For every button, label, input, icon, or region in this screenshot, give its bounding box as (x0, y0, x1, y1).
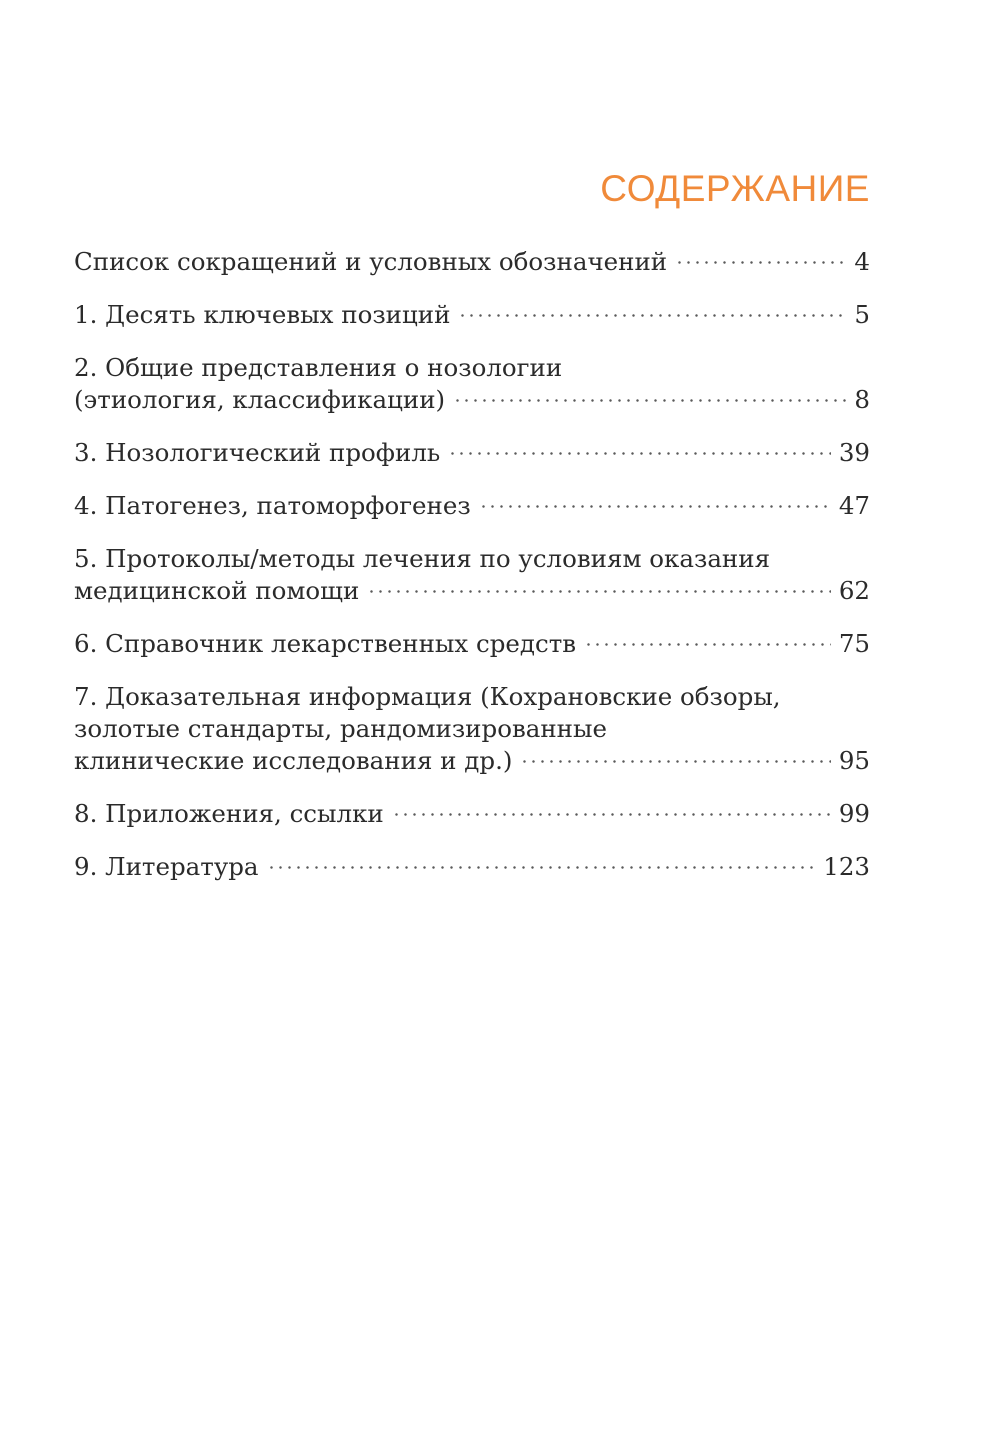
toc-entry-title: 8. Приложения, ссылки (74, 799, 384, 828)
dot-leader (479, 505, 831, 508)
toc-entry-line (74, 490, 870, 522)
dot-leader (675, 261, 846, 264)
toc-entry-title-line: золотые стандарты, рандомизированные (74, 714, 608, 743)
dot-leader (458, 314, 846, 317)
toc-page-number: 95 (838, 746, 870, 775)
toc-entry-title-line: 7. Доказательная информация (Кохрановские обзоры, (74, 682, 781, 711)
toc-page-number: 39 (838, 438, 870, 467)
toc-entry-title: 6. Справочник лекарственных средств (74, 629, 577, 658)
toc-entry-title: (этиология, классификации) (74, 385, 446, 414)
toc-page-number: 8 (854, 385, 870, 414)
toc-entry[interactable] (74, 299, 870, 331)
toc-entry-line (74, 299, 870, 331)
toc-entry-line (74, 851, 870, 883)
toc-entry[interactable] (74, 543, 870, 607)
dot-leader (367, 590, 831, 593)
toc-entry-title: 3. Нозологический профиль (74, 438, 441, 467)
toc-page-number: 4 (854, 247, 870, 276)
toc-page-number: 47 (838, 491, 870, 520)
toc-entry[interactable] (74, 490, 870, 522)
dot-leader (448, 452, 831, 455)
toc-entry-title: клинические исследования и др.) (74, 746, 513, 775)
toc-entry[interactable] (74, 246, 870, 278)
toc-page-number: 62 (838, 576, 870, 605)
toc-entry[interactable] (74, 437, 870, 469)
toc-page-number: 5 (854, 300, 870, 329)
toc-entry-line (74, 384, 870, 416)
dot-leader (453, 399, 846, 402)
toc-entry-title-line: 5. Протоколы/методы лечения по условиям оказания (74, 544, 771, 573)
toc-entry-line (74, 437, 870, 469)
dot-leader (520, 760, 830, 763)
dot-leader (584, 643, 831, 646)
toc-page-number: 123 (823, 852, 870, 881)
toc-entry-title-line: 2. Общие представления о нозологии (74, 353, 563, 382)
toc-entry-line (74, 628, 870, 660)
toc-entry-line (74, 575, 870, 607)
toc-entry-title: 1. Десять ключевых позиций (74, 300, 451, 329)
toc-title: СОДЕРЖАНИЕ (600, 168, 870, 209)
toc-entry-line (74, 246, 870, 278)
toc-page-number: 75 (838, 629, 870, 658)
toc-entry-title: 4. Патогенез, патоморфогенез (74, 491, 471, 520)
toc-entry-line (74, 798, 870, 830)
toc-entry-title: 9. Литература (74, 852, 259, 881)
toc-entry[interactable] (74, 681, 870, 777)
toc-entry-title: Список сокращений и условных обозначений (74, 247, 668, 276)
toc-page-number: 99 (838, 799, 870, 828)
toc-entry-title: медицинской помощи (74, 576, 360, 605)
dot-leader (392, 813, 831, 816)
dot-leader (267, 866, 816, 869)
toc-entry-line (74, 745, 870, 777)
toc-entry[interactable] (74, 798, 870, 830)
toc-list (74, 246, 870, 904)
toc-entry[interactable] (74, 851, 870, 883)
toc-entry[interactable] (74, 352, 870, 416)
toc-entry[interactable] (74, 628, 870, 660)
